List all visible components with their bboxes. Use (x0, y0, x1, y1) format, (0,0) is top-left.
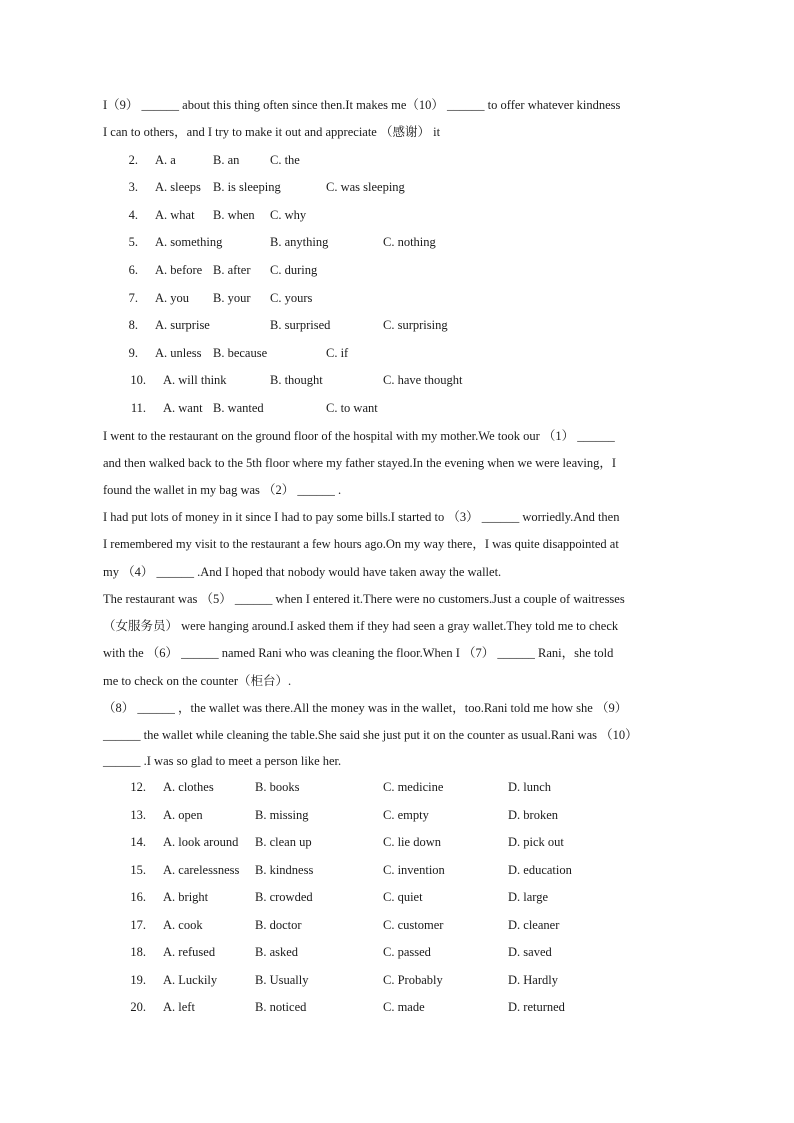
question-number: 10. (130, 373, 146, 387)
option-a: A. cook (163, 918, 203, 932)
option-b: B. crowded (255, 890, 313, 904)
passage2-line-13: ______ .I was so glad to meet a person like her. (103, 754, 342, 768)
option-b: B. surprised (270, 318, 331, 332)
question-number: 13. (130, 808, 146, 822)
option-a: A. Luckily (163, 973, 218, 987)
option-c: C. nothing (383, 235, 436, 249)
option-d: D. lunch (508, 780, 552, 794)
option-d: D. cleaner (508, 918, 560, 932)
option-b: B. Usually (255, 973, 309, 987)
option-b: B. missing (255, 808, 309, 822)
option-c: C. made (383, 1000, 425, 1014)
question-number: 6. (128, 263, 138, 277)
option-a: A. sleeps (155, 180, 201, 194)
question-number: 5. (128, 235, 138, 249)
question-number: 17. (130, 918, 146, 932)
option-b: B. after (213, 263, 251, 277)
option-c: C. Probably (383, 973, 443, 987)
option-c: C. customer (383, 918, 444, 932)
option-b: B. clean up (255, 835, 312, 849)
option-a: A. a (155, 153, 176, 167)
passage2-line-9: with the （6） ______ named Rani who was cleaning the floor.When I （7） ______ Rani，she told (103, 646, 614, 660)
passage2-line-3: found the wallet in my bag was （2） ______ . (103, 483, 342, 497)
option-c: C. empty (383, 808, 429, 822)
option-a: A. surprise (155, 318, 210, 332)
option-a: A. what (155, 208, 195, 222)
option-c: C. have thought (383, 373, 463, 387)
passage2-line-6: my （4） ______ .And I hoped that nobody would have taken away the wallet. (103, 565, 502, 579)
option-c: C. during (270, 263, 318, 277)
option-b: B. because (213, 346, 268, 360)
passage1-line-2: I can to others，and I try to make it out and appreciate （感谢） it (103, 125, 441, 139)
option-c: C. invention (383, 863, 445, 877)
passage2-line-1: I went to the restaurant on the ground floor of the hospital with my mother.We took our （1） ______ (103, 429, 615, 443)
option-c: C. lie down (383, 835, 441, 849)
option-b: B. wanted (213, 401, 264, 415)
option-a: A. you (155, 291, 190, 305)
passage2-line-4: I had put lots of money in it since I had to pay some bills.I started to （3） ______ worriedly.And then (103, 510, 620, 524)
option-d: D. education (508, 863, 572, 877)
passage2-line-7: The restaurant was （5） ______ when I entered it.There were no customers.Just a couple of waitresses (103, 592, 625, 606)
passage1-line-1: I（9） ______ about this thing often since then.It makes me（10） ______ to offer whatever kindness (103, 98, 621, 112)
option-a: A. something (155, 235, 223, 249)
question-number: 4. (128, 208, 138, 222)
option-a: A. want (163, 401, 203, 415)
option-c: C. was sleeping (326, 180, 405, 194)
question-number: 11. (130, 401, 146, 415)
option-c: C. the (270, 153, 300, 167)
option-c: C. surprising (383, 318, 448, 332)
passage2-line-5: I remembered my visit to the restaurant a few hours ago.On my way there，I was quite disappointed at (103, 537, 619, 551)
option-c: C. why (270, 208, 307, 222)
question-number: 20. (130, 1000, 146, 1014)
question-number: 18. (130, 945, 146, 959)
question-number: 2. (128, 153, 138, 167)
option-b: B. noticed (255, 1000, 307, 1014)
option-a: A. will think (163, 373, 227, 387)
passage2-line-8: （女服务员） were hanging around.I asked them if they had seen a gray wallet.They told me to check (103, 619, 619, 633)
question-number: 8. (128, 318, 138, 332)
option-c: C. passed (383, 945, 431, 959)
option-a: A. unless (155, 346, 202, 360)
passage2-line-10: me to check on the counter（柜台）. (103, 674, 292, 688)
question-number: 12. (130, 780, 146, 794)
option-a: A. clothes (163, 780, 214, 794)
option-b: B. when (213, 208, 255, 222)
question-number: 16. (130, 890, 146, 904)
option-d: D. returned (508, 1000, 565, 1014)
question-number: 7. (128, 291, 138, 305)
option-a: A. look around (163, 835, 239, 849)
option-b: B. kindness (255, 863, 314, 877)
option-b: B. anything (270, 235, 329, 249)
option-a: A. open (163, 808, 203, 822)
option-a: A. before (155, 263, 203, 277)
option-d: D. pick out (508, 835, 564, 849)
passage2-line-2: and then walked back to the 5th floor where my father stayed.In the evening when we were leaving，I (103, 456, 617, 470)
question-number: 3. (128, 180, 138, 194)
option-c: C. yours (270, 291, 313, 305)
option-d: D. saved (508, 945, 552, 959)
option-c: C. medicine (383, 780, 444, 794)
option-c: C. quiet (383, 890, 423, 904)
option-b: B. asked (255, 945, 299, 959)
question-number: 19. (130, 973, 146, 987)
option-a: A. bright (163, 890, 209, 904)
option-d: D. broken (508, 808, 558, 822)
option-b: B. thought (270, 373, 323, 387)
option-b: B. books (255, 780, 300, 794)
question-number: 14. (130, 835, 146, 849)
passage2-line-12: ______ the wallet while cleaning the table.She said she just put it on the counter as usual.Rani was （10） (103, 728, 638, 742)
question-number: 9. (128, 346, 138, 360)
option-c: C. if (326, 346, 349, 360)
option-a: A. carelessness (163, 863, 240, 877)
question-number: 15. (130, 863, 146, 877)
option-d: D. Hardly (508, 973, 558, 987)
option-a: A. left (163, 1000, 195, 1014)
option-b: B. your (213, 291, 251, 305)
option-b: B. an (213, 153, 240, 167)
option-b: B. doctor (255, 918, 302, 932)
option-b: B. is sleeping (213, 180, 281, 194)
passage2-line-11: （8） ______ ，the wallet was there.All the money was in the wallet，too.Rani told me how she （9） (103, 701, 628, 715)
option-c: C. to want (326, 401, 378, 415)
option-a: A. refused (163, 945, 216, 959)
option-d: D. large (508, 890, 549, 904)
